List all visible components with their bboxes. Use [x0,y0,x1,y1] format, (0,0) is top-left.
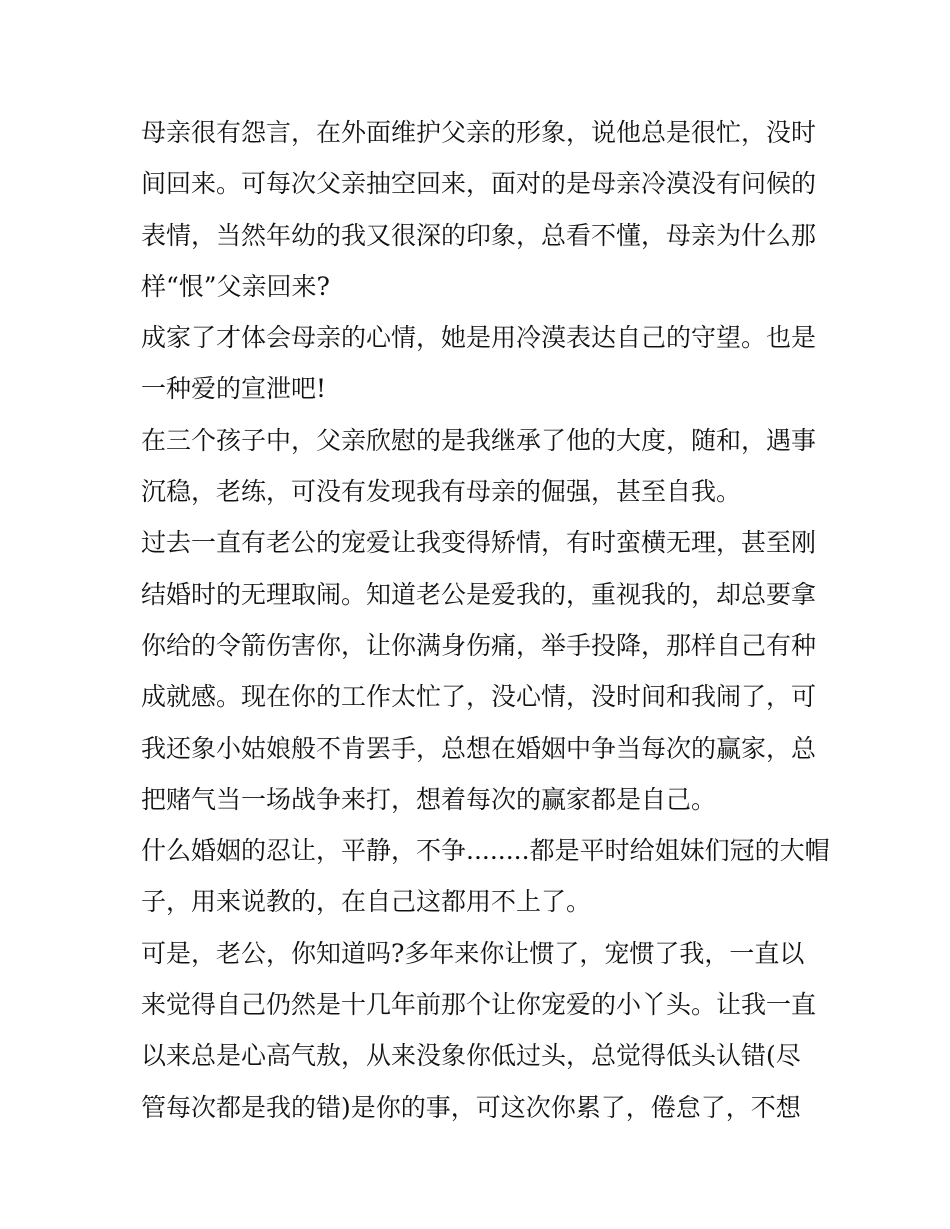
text-line: 什么婚姻的忍让，平静，不争........都是平时给姐妹们冠的大帽 [141,836,830,866]
text-line: 沉稳，老练，可没有发现我有母亲的倔强，甚至自我。 [141,477,742,507]
text-line: 母亲很有怨言，在外面维护父亲的形象，说他总是很忙，没时 [141,118,817,147]
text-line: 成家了才体会母亲的心情，她是用冷漠表达自己的守望。也是 [141,323,817,353]
text-line: 管每次都是我的错)是你的事，可这次你累了，倦怠了，不想 [141,1092,801,1122]
text-line: 过去一直有老公的宠爱让我变得矫情，有时蛮横无理，甚至刚 [141,528,817,558]
text-line: 一种爱的宣泄吧! [141,374,327,404]
text-line: 成就感。现在你的工作太忙了，没心情，没时间和我闹了，可 [141,682,817,712]
text-line: 可是，老公，你知道吗?多年来你让惯了，宠惯了我，一直以 [141,938,805,968]
text-line: 来觉得自己仍然是十几年前那个让你宠爱的小丫头。让我一直 [141,990,817,1020]
text-line: 在三个孩子中，父亲欣慰的是我继承了他的大度，随和，遇事 [141,425,817,455]
text-line: 以来总是心高气敖，从来没象你低过头，总觉得低头认错(尽 [141,1041,801,1071]
text-line: 结婚时的无理取闹。知道老公是爱我的，重视我的，却总要拿 [141,579,817,609]
text-line: 样“恨”父亲回来? [141,271,330,301]
text-line: 把赌气当一场战争来打，想着每次的赢家都是自己。 [141,784,717,814]
text-line: 我还象小姑娘般不肯罢手，总想在婚姻中争当每次的赢家，总 [141,733,817,763]
text-line: 你给的令箭伤害你，让你满身伤痛，举手投降，那样自己有种 [141,630,817,660]
text-line: 表情，当然年幼的我又很深的印象，总看不懂，母亲为什么那 [141,220,817,250]
body-text [141,107,830,1133]
text-line: 子，用来说教的，在自己这都用不上了。 [141,887,592,917]
text-line: 间回来。可每次父亲抽空回来，面对的是母亲冷漠没有问候的 [141,169,817,199]
